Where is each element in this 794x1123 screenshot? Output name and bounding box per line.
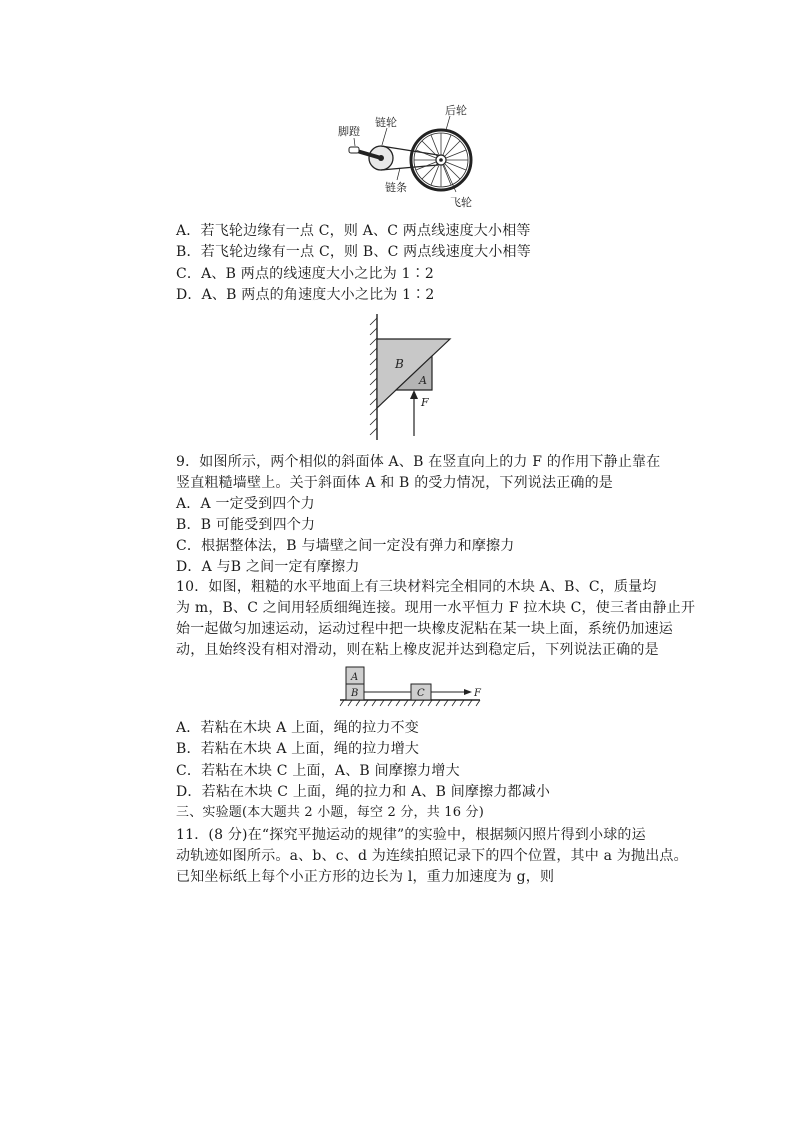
force-f-label: F — [421, 396, 429, 409]
flywheel-label: 飞轮 — [450, 196, 472, 209]
q9-stem-line-2: 竖直粗糙墙壁上。关于斜面体 A 和 B 的受力情况，下列说法正确的是 — [176, 475, 613, 491]
blocks-figure — [338, 664, 488, 712]
section-3-heading: 三、实验题(本大题共 2 小题，每空 2 分，共 16 分) — [176, 805, 485, 820]
q10-stem-line-1: 10．如图，粗糙的水平地面上有三块材料完全相同的木块 A、B、C，质量均 — [176, 579, 657, 595]
wedge-wall-figure — [362, 310, 457, 445]
q8-option-d: D．A、B 两点的角速度大小之比为 1∶2 — [176, 287, 435, 303]
q8-option-c: C．A、B 两点的线速度大小之比为 1∶2 — [176, 266, 435, 282]
q11-line-2: 动轨迹如图所示。a、b、c、d 为连续拍照记录下的四个位置，其中 a 为抛出点。 — [176, 848, 688, 864]
q10-option-b: B．若粘在木块 A 上面，绳的拉力增大 — [176, 741, 420, 757]
chainwheel-label: 链轮 — [375, 116, 397, 129]
q11-line-1: 11．(8 分)在“探究平抛运动的规律”的实验中，根据频闪照片得到小球的运 — [176, 827, 646, 843]
wedge-b-label: B — [395, 357, 404, 371]
q9-option-d: D．A 与B 之间一定有摩擦力 — [176, 559, 360, 575]
q11-line-3: 已知坐标纸上每个小正方形的边长为 l，重力加速度为 g，则 — [176, 869, 555, 885]
block-c-label: C — [417, 688, 425, 699]
block-a-label: A — [351, 672, 359, 683]
q10-stem-line-4: 动，且始终没有相对滑动，则在粘上橡皮泥并达到稳定后，下列说法正确的是 — [176, 642, 659, 658]
pull-force-f-label: F — [474, 688, 481, 699]
block-b-label: B — [351, 688, 359, 699]
bicycle-drive-figure — [330, 100, 490, 215]
q8-option-b: B．若飞轮边缘有一点 C，则 B、C 两点线速度大小相等 — [176, 244, 531, 260]
q9-option-b: B．B 可能受到四个力 — [176, 517, 316, 533]
q9-option-c: C．根据整体法，B 与墙壁之间一定没有弹力和摩擦力 — [176, 538, 515, 554]
wedge-a-label: A — [419, 374, 427, 387]
q10-option-c: C．若粘在木块 C 上面，A、B 间摩擦力增大 — [176, 763, 460, 779]
chain-label: 链条 — [385, 181, 407, 194]
q10-option-d: D．若粘在木块 C 上面，绳的拉力和 A、B 间摩擦力都减小 — [176, 784, 551, 800]
q9-option-a: A．A 一定受到四个力 — [176, 496, 315, 512]
q8-option-a: A．若飞轮边缘有一点 C，则 A、C 两点线速度大小相等 — [176, 223, 531, 239]
q10-option-a: A．若粘在木块 A 上面，绳的拉力不变 — [176, 720, 419, 736]
q10-stem-line-2: 为 m，B、C 之间用轻质细绳连接。现用一水平恒力 F 拉木块 C，使三者由静止开 — [176, 600, 696, 616]
q9-stem-line-1: 9．如图所示，两个相似的斜面体 A、B 在竖直向上的力 F 的作用下静止靠在 — [176, 454, 661, 470]
q10-stem-line-3: 始一起做匀加速运动，运动过程中把一块橡皮泥粘在某一块上面，系统仍加速运 — [176, 621, 673, 637]
pedal-label: 脚蹬 — [338, 125, 360, 138]
rear-wheel-label: 后轮 — [445, 104, 467, 117]
